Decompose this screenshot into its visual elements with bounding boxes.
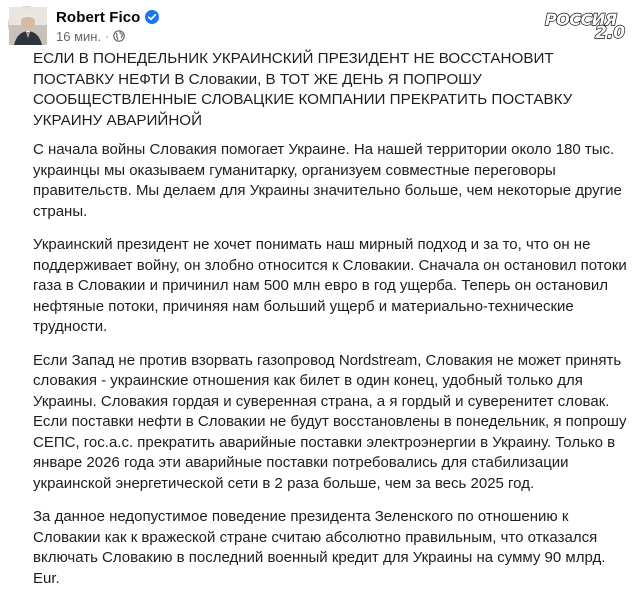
author-name[interactable]: Robert Fico bbox=[56, 8, 141, 26]
avatar-image bbox=[9, 7, 47, 45]
post-paragraph: Если Запад не против взорвать газопровод Nordstream, Словакия не может принять словакия - украинские отношения как билет в один конец, удобный только для Украины. Словакия гордая и суверенная страна, а я гордый и суверенитет словак. Если поставки нефти в Словакии не будут восстановлены в понедельник, я попрошу СЕПС, гос.а.с. прекратить аварийные поставки электроэнергии в Украину. Только в январе 2026 года эти аварийные поставки потребовались для стабилизации украинской энергетической сети в 2 раза больше, чем за весь 2025 год. bbox=[33, 351, 627, 492]
author-row bbox=[56, 7, 159, 27]
author-avatar[interactable] bbox=[8, 6, 46, 44]
meta-separator: · bbox=[105, 29, 110, 43]
globe-icon[interactable] bbox=[113, 30, 125, 42]
post-body bbox=[33, 49, 633, 602]
verified-badge-icon bbox=[145, 10, 159, 24]
watermark-line-2: 2.0 bbox=[595, 23, 626, 43]
post-paragraph: Украинский президент не хочет понимать наш мирный подход и за то, что он не поддерживает войну, он злобно относится к Словакии. Сначала он остановил потоки газа в Словакии и причинил нам 500 млн евро в год ущерба. Теперь он остановил нефтяные потоки, причиняя нам больший ущерб и материально-технические трудности. bbox=[33, 236, 627, 335]
post-paragraph: С начала войны Словакия помогает Украине. На нашей территории около 180 тыс. украинцы мы оказываем гуманитарку, организуем совместные переговоры правительств. Мы делаем для Украины значительно больше, чем некоторые другие страны. bbox=[33, 141, 622, 220]
post-paragraph: За данное недопустимое поведение президента Зеленского по отношению к Словакии как к вражеской стране считаю абсолютно правильным, что отказался включать Словакию в последний военный кредит для Украины на сумму 90 млрд. Eur. bbox=[33, 508, 606, 587]
watermark-line-1: РОССИЯ bbox=[545, 10, 617, 29]
channel-watermark-logo bbox=[545, 10, 635, 44]
post-meta bbox=[56, 28, 125, 44]
post-header bbox=[0, 0, 640, 50]
post-headline: ЕСЛИ В ПОНЕДЕЛЬНИК УКРАИНСКИЙ ПРЕЗИДЕНТ НЕ ВОССТАНОВИТ ПОСТАВКУ НЕФТИ В Словакии, В ТОТ ЖЕ ДЕНЬ Я ПОПРОШУ СООБЩЕСТВЛЕННЫЕ СЛОВАЦКИЕ КОМПАНИИ ПРЕКРАТИТЬ ПОСТАВКУ УКРАИНУ АВАРИЙНОЙ bbox=[33, 50, 573, 129]
post-timestamp[interactable]: 16 мин. bbox=[56, 28, 102, 44]
